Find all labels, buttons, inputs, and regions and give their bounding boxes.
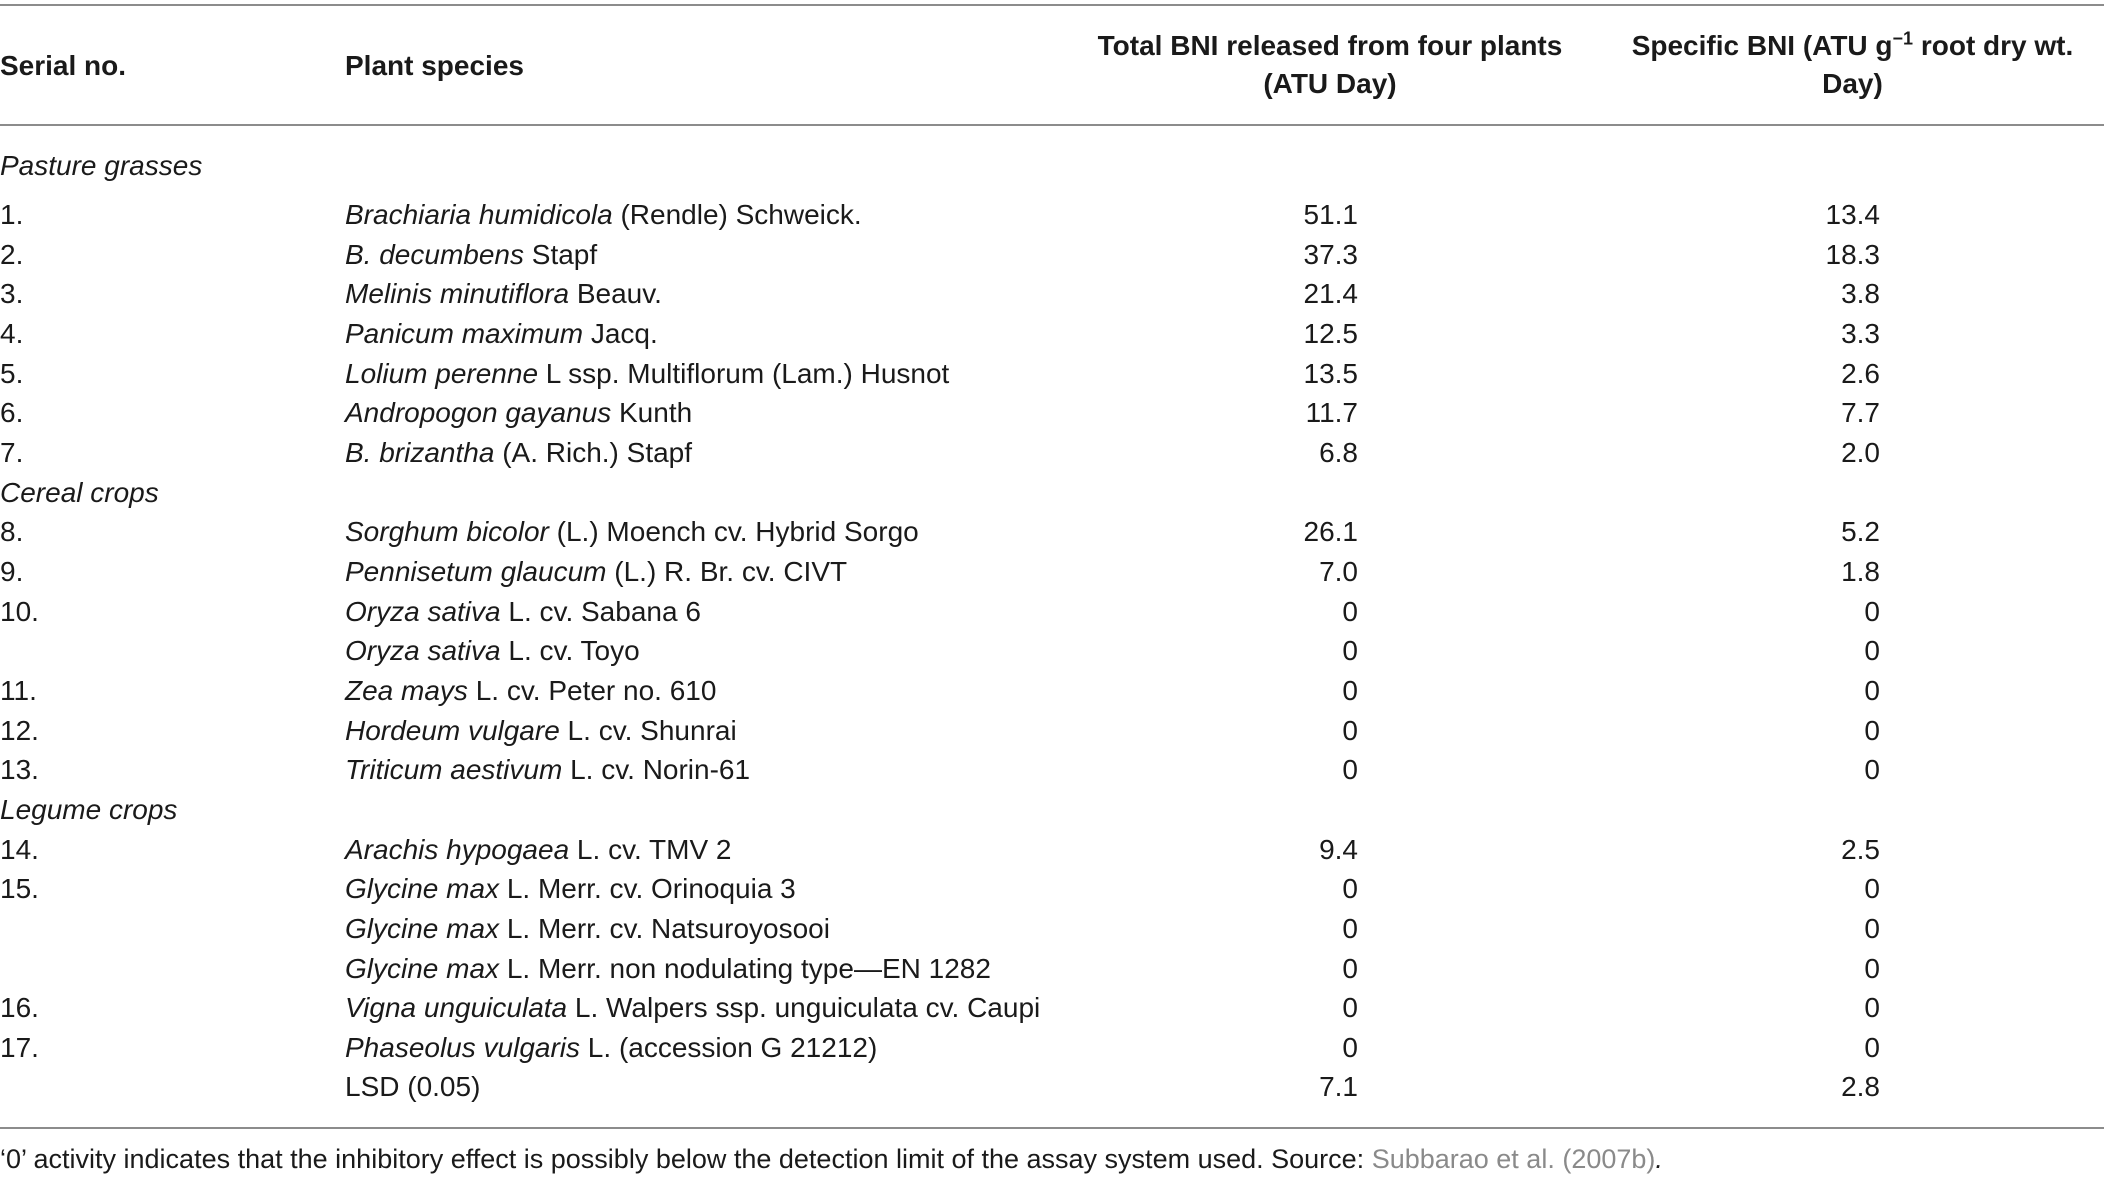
total-bni-cell: 0	[1342, 754, 1358, 785]
specific-bni-cell: 0	[1864, 913, 1880, 944]
total-bni-cell: 0	[1342, 913, 1358, 944]
lsd-label: LSD (0.05)	[345, 1071, 481, 1102]
section-legume-crops: Legume crops	[0, 794, 178, 825]
specific-bni-cell: 0	[1864, 715, 1880, 746]
species-latin-name: B. decumbens	[345, 239, 524, 270]
species-authority: (L.) R. Br. cv. CIVT	[606, 556, 848, 587]
header-specific-bni	[1600, 27, 2104, 103]
species-cell	[345, 750, 750, 790]
species-authority: L. cv. Toyo	[500, 635, 640, 666]
species-latin-name: Glycine max	[345, 953, 500, 984]
species-cell	[345, 314, 658, 354]
species-authority: L. cv. Shunrai	[559, 715, 737, 746]
serial-cell: 1.	[0, 199, 24, 230]
species-cell	[345, 512, 919, 552]
specific-bni-cell: 2.0	[1841, 437, 1880, 468]
serial-cell: 7.	[0, 437, 24, 468]
serial-cell: 17.	[0, 1032, 39, 1063]
header-specific-bni-post: root dry wt.	[1913, 30, 2074, 61]
serial-cell: 6.	[0, 397, 24, 428]
table-row	[0, 711, 2104, 751]
total-bni-cell: 26.1	[1303, 516, 1358, 547]
species-latin-name: Phaseolus vulgaris	[345, 1032, 581, 1063]
table-row	[0, 195, 2104, 235]
serial-cell: 12.	[0, 715, 39, 746]
species-cell	[345, 354, 949, 394]
specific-bni-cell: 0	[1864, 635, 1880, 666]
serial-cell: 4.	[0, 318, 24, 349]
species-latin-name: Oryza sativa	[345, 635, 501, 666]
total-bni-cell: 7.0	[1319, 556, 1358, 587]
species-latin-name: Sorghum bicolor	[345, 516, 549, 547]
species-cell	[345, 433, 692, 473]
table-row	[0, 1028, 2104, 1068]
specific-bni-cell: 3.3	[1841, 318, 1880, 349]
table-row	[0, 909, 2104, 949]
table-row	[0, 552, 2104, 592]
total-bni-cell: 37.3	[1303, 239, 1358, 270]
table-row	[0, 235, 2104, 275]
footnote-period: .	[1655, 1144, 1663, 1174]
species-authority: L. (accession G 21212)	[580, 1032, 878, 1063]
table-top-rule	[0, 4, 2104, 6]
specific-bni-cell: 7.7	[1841, 397, 1880, 428]
species-cell	[345, 1028, 877, 1068]
table-row	[0, 433, 2104, 473]
species-latin-name: Zea mays	[345, 675, 468, 706]
species-latin-name: Melinis minutiflora	[345, 278, 570, 309]
species-authority: L. Merr. cv. Orinoquia 3	[499, 873, 796, 904]
species-authority: L. cv. TMV 2	[569, 834, 732, 865]
header-specific-bni-pre: Specific BNI (ATU g	[1631, 30, 1893, 61]
specific-bni-cell: 0	[1864, 953, 1880, 984]
species-authority: Jacq.	[583, 318, 658, 349]
species-cell	[345, 393, 692, 433]
serial-cell: 11.	[0, 675, 37, 706]
species-latin-name: Brachiaria humidicola	[345, 199, 613, 230]
specific-bni-cell: 5.2	[1841, 516, 1880, 547]
species-latin-name: Hordeum vulgare	[345, 715, 560, 746]
species-authority: (Rendle) Schweick.	[612, 199, 862, 230]
total-bni-cell: 0	[1342, 596, 1358, 627]
header-total-bni	[1050, 27, 1610, 103]
total-bni-cell: 7.1	[1319, 1071, 1358, 1102]
table-row	[0, 750, 2104, 790]
serial-cell: 16.	[0, 992, 39, 1023]
specific-bni-cell: 2.8	[1841, 1071, 1880, 1102]
serial-cell: 13.	[0, 754, 39, 785]
total-bni-cell: 0	[1342, 873, 1358, 904]
serial-cell: 14.	[0, 834, 39, 865]
species-latin-name: Glycine max	[345, 913, 500, 944]
species-authority: L. cv. Sabana 6	[500, 596, 701, 627]
species-latin-name: Vigna unguiculata	[345, 992, 568, 1023]
table-row	[0, 354, 2104, 394]
total-bni-cell: 0	[1342, 715, 1358, 746]
header-specific-bni-line2: Day)	[1822, 68, 1883, 99]
table-row	[0, 393, 2104, 433]
specific-bni-cell: 2.5	[1841, 834, 1880, 865]
species-cell	[345, 631, 640, 671]
table-row	[0, 988, 2104, 1028]
species-authority: L. Merr. non nodulating type—EN 1282	[499, 953, 991, 984]
species-latin-name: Lolium perenne	[345, 358, 539, 389]
species-latin-name: Oryza sativa	[345, 596, 501, 627]
total-bni-cell: 0	[1342, 675, 1358, 706]
species-latin-name: Pennisetum glaucum	[345, 556, 607, 587]
species-latin-name: B. brizantha	[345, 437, 495, 468]
specific-bni-cell: 0	[1864, 675, 1880, 706]
footnote-text: ‘0’ activity indicates that the inhibitory effect is possibly below the detection limit of the assay system used. Source:	[0, 1144, 1372, 1174]
header-specific-bni-sup: −1	[1892, 28, 1914, 49]
source-citation-link[interactable]: Subbarao et al. (2007b)	[1371, 1144, 1656, 1174]
species-authority: L. cv. Norin-61	[562, 754, 751, 785]
specific-bni-cell: 0	[1864, 596, 1880, 627]
species-authority: Stapf	[524, 239, 598, 270]
header-total-bni-line1: Total BNI released from four plants	[1097, 30, 1563, 61]
species-cell	[345, 909, 830, 949]
serial-cell: 15.	[0, 873, 39, 904]
species-cell	[345, 988, 1040, 1028]
serial-cell: 5.	[0, 358, 24, 389]
table-row	[0, 274, 2104, 314]
species-latin-name: Panicum maximum	[345, 318, 584, 349]
table-footnote	[0, 1140, 1663, 1178]
species-cell	[345, 235, 597, 275]
specific-bni-cell: 0	[1864, 1032, 1880, 1063]
species-latin-name: Glycine max	[345, 873, 500, 904]
header-plant-species: Plant species	[345, 50, 524, 81]
header-total-bni-line2: (ATU Day)	[1263, 68, 1397, 99]
species-cell	[345, 274, 662, 314]
total-bni-cell: 0	[1342, 635, 1358, 666]
table-row	[0, 631, 2104, 671]
serial-cell: 3.	[0, 278, 24, 309]
total-bni-cell: 0	[1342, 992, 1358, 1023]
species-latin-name: Andropogon gayanus	[345, 397, 612, 428]
species-cell	[345, 869, 796, 909]
species-cell	[345, 592, 701, 632]
section-cereal-crops: Cereal crops	[0, 477, 159, 508]
header-serial-no: Serial no.	[0, 50, 127, 81]
species-authority: (L.) Moench cv. Hybrid Sorgo	[548, 516, 919, 547]
total-bni-cell: 9.4	[1319, 834, 1358, 865]
species-authority: Beauv.	[569, 278, 662, 309]
total-bni-cell: 51.1	[1303, 199, 1358, 230]
species-authority: L. cv. Peter no. 610	[467, 675, 717, 706]
table-row	[0, 830, 2104, 870]
species-authority: L. Merr. cv. Natsuroyosooi	[499, 913, 830, 944]
total-bni-cell: 12.5	[1303, 318, 1358, 349]
table-row	[0, 949, 2104, 989]
serial-cell: 10.	[0, 596, 39, 627]
species-authority: Kunth	[611, 397, 693, 428]
total-bni-cell: 21.4	[1303, 278, 1358, 309]
species-authority: L ssp. Multiflorum (Lam.) Husnot	[538, 358, 950, 389]
species-cell	[345, 671, 716, 711]
total-bni-cell: 6.8	[1319, 437, 1358, 468]
serial-cell: 2.	[0, 239, 24, 270]
species-authority: (A. Rich.) Stapf	[494, 437, 693, 468]
species-cell	[345, 711, 737, 751]
lsd-row	[0, 1067, 2104, 1107]
table-row	[0, 314, 2104, 354]
specific-bni-cell: 18.3	[1825, 239, 1880, 270]
table-row	[0, 592, 2104, 632]
table-row	[0, 671, 2104, 711]
species-cell	[345, 949, 991, 989]
table-row	[0, 512, 2104, 552]
specific-bni-cell: 0	[1864, 754, 1880, 785]
total-bni-cell: 13.5	[1303, 358, 1358, 389]
total-bni-cell: 11.7	[1305, 397, 1358, 428]
serial-cell: 8.	[0, 516, 24, 547]
species-cell	[345, 1067, 480, 1107]
species-authority: L. Walpers ssp. unguiculata cv. Caupi	[567, 992, 1041, 1023]
section-pasture-grasses: Pasture grasses	[0, 150, 203, 181]
species-cell	[345, 552, 847, 592]
table-row	[0, 869, 2104, 909]
species-latin-name: Arachis hypogaea	[345, 834, 570, 865]
total-bni-cell: 0	[1342, 953, 1358, 984]
specific-bni-cell: 0	[1864, 873, 1880, 904]
species-cell	[345, 195, 862, 235]
table-bottom-rule	[0, 1127, 2104, 1129]
specific-bni-cell: 2.6	[1841, 358, 1880, 389]
specific-bni-cell: 0	[1864, 992, 1880, 1023]
specific-bni-cell: 3.8	[1841, 278, 1880, 309]
species-cell	[345, 830, 732, 870]
total-bni-cell: 0	[1342, 1032, 1358, 1063]
species-latin-name: Triticum aestivum	[345, 754, 563, 785]
header-bottom-rule	[0, 124, 2104, 126]
specific-bni-cell: 13.4	[1825, 199, 1880, 230]
specific-bni-cell: 1.8	[1841, 556, 1880, 587]
serial-cell: 9.	[0, 556, 24, 587]
